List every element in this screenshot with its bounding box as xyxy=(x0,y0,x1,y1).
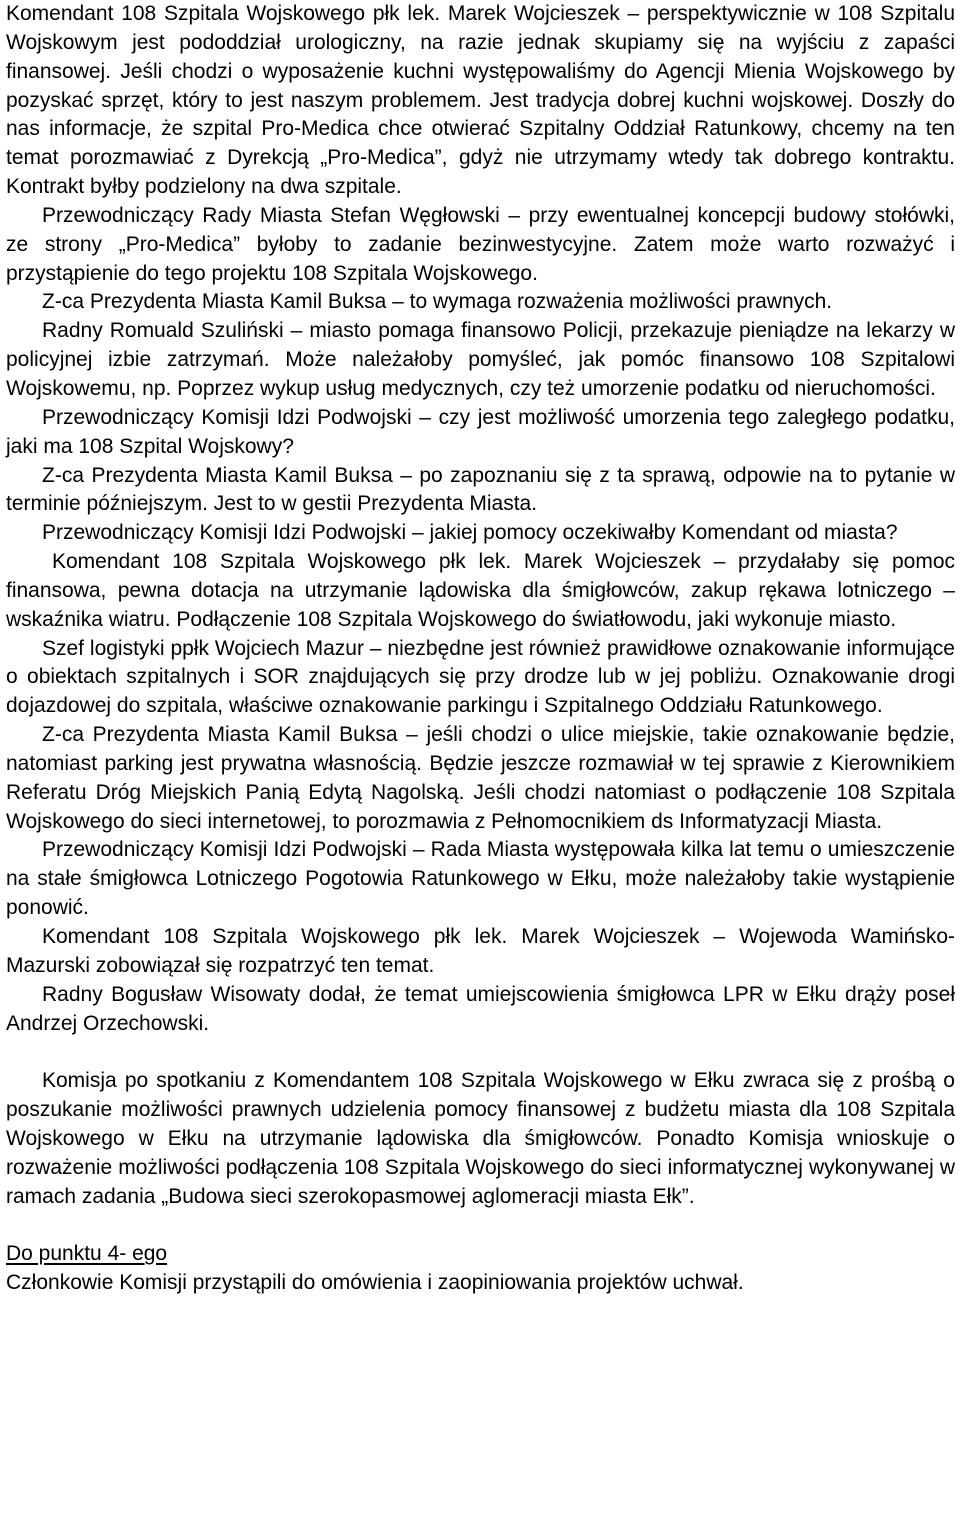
paragraph-councillor-wisowaty: Radny Bogusław Wisowaty dodał, że temat umiejscowienia śmigłowca LPR w Ełku drąży poseł Andrzej Orzechowski. xyxy=(6,982,955,1035)
paragraph-commander-needs: Komendant 108 Szpitala Wojskowego płk lek. Marek Wojcieszek – przydałaby się pomoc finansowa, pewna dotacja na utrzymanie lądowiska dla śmigłowców, zakup rękawa lotniczego – wskaźnika wiatru. Podłączenie 108 Szpitala Wojskowego do światłowodu, jaki wykonuje miasto. xyxy=(6,550,955,631)
section-heading: Do punktu 4- ego xyxy=(6,1242,168,1266)
paragraph-chair-helicopter: Przewodniczący Komisji Idzi Podwojski – Rada Miasta występowała kilka lat temu o umieszczenie na stałe śmigłowca Lotniczego Pogotowia Ratunkowego w Ełku, może należałoby takie wystąpienie ponowić. xyxy=(6,838,955,920)
paragraph-spacer xyxy=(6,1211,955,1240)
paragraph-deputy-mayor-legal: Z-ca Prezydenta Miasta Kamil Buksa – to wymaga rozważenia możliwości prawnych. xyxy=(42,290,833,314)
paragraph-spacer xyxy=(6,1038,955,1067)
paragraph-councillor-szulinski: Radny Romuald Szuliński – miasto pomaga finansowo Policji, przekazuje pieniądze na lekarzy w policyjnej izbie zatrzymań. Może należałoby pomyśleć, jak pomóc finansowo 108 Szpitalowi Wojskowemu, np. Poprzez wykup usług medycznych, czy też umorzenie podatku od nieruchomości. xyxy=(6,319,955,400)
paragraph-chair-help-question: Przewodniczący Komisji Idzi Podwojski – jakiej pomocy oczekiwałby Komendant od miasta? xyxy=(42,521,898,545)
document-page xyxy=(6,0,955,1298)
paragraph-commander-statement: Komendant 108 Szpitala Wojskowego płk lek. Marek Wojcieszek – perspektywicznie w 108 Szpitalu Wojskowym jest pododdział urologiczny, na razie jednak skupiamy się na wyjściu z zapaści finansowej. Jeśli chodzi o wyposażenie kuchni występowaliśmy do Agencji Mienia Wojskowego by pozyskać sprzęt, który to jest naszym problemem. Jest tradycja dobrej kuchni wojskowej. Doszły do nas informacje, że szpital Pro-Medica chce otwierać Szpitalny Oddział Ratunkowy, chcemy na ten temat porozmawiać z Dyrekcją „Pro-Medica”, gdyż nie utrzymamy wtedy tak dobrego kontraktu. Kontrakt byłby podzielony na dwa szpitale. xyxy=(6,2,955,199)
paragraph-logistics-chief: Szef logistyki ppłk Wojciech Mazur – niezbędne jest również prawidłowe oznakowanie informujące o obiektach szpitalnych i SOR znajdujących się przy drodze lub w jej pobliżu. Oznakowanie drogi dojazdowej do szpitala, właściwe oznakowanie parkingu i Szpitalnego Oddziału Ratunkowego. xyxy=(6,636,955,718)
paragraph-council-chair-canteen: Przewodniczący Rady Miasta Stefan Węgłowski – przy ewentualnej koncepcji budowy stołówki, ze strony „Pro-Medica” byłoby to zadanie bezinwestycyjne. Zatem może warto rozważyć i przystąpienie do tego projektu 108 Szpitala Wojskowego. xyxy=(6,203,955,285)
paragraph-deputy-mayor-signage: Z-ca Prezydenta Miasta Kamil Buksa – jeśli chodzi o ulice miejskie, takie oznakowanie będzie, natomiast parking jest prywatna własnością. Będzie jeszcze rozmawiał w tej sprawie z Kierownikiem Referatu Dróg Miejskich Panią Edytą Nagolską. Jeśli chodzi natomiast o podłączenie 108 Szpitala Wojskowego do sieci internetowej, to porozmawia z Pełnomocnikiem ds Informatyzacji Miasta. xyxy=(6,723,955,833)
closing-line: Członkowie Komisji przystąpili do omówienia i zaopiniowania projektów uchwał. xyxy=(6,1271,744,1295)
paragraph-commission-conclusion: Komisja po spotkaniu z Komendantem 108 Szpitala Wojskowego w Ełku zwraca się z prośbą o poszukanie możliwości prawnych udzielenia pomocy finansowej z budżetu miasta dla 108 Szpitala Wojskowego w Ełku na utrzymanie lądowiska dla śmigłowców. Ponadto Komisja wnioskuje o rozważenie możliwości podłączenia 108 Szpitala Wojskowego do sieci informatycznej wykonywanej w ramach zadania „Budowa sieci szerokopasmowej aglomeracji miasta Ełk”. xyxy=(6,1069,955,1208)
paragraph-chair-tax-question: Przewodniczący Komisji Idzi Podwojski – czy jest możliwość umorzenia tego zaległego podatku, jaki ma 108 Szpital Wojskowy? xyxy=(6,405,955,458)
paragraph-deputy-mayor-reply: Z-ca Prezydenta Miasta Kamil Buksa – po zapoznaniu się z ta sprawą, odpowie na to pytanie w terminie późniejszym. Jest to w gestii Prezydenta Miasta. xyxy=(6,463,955,516)
paragraph-commander-voivode: Komendant 108 Szpitala Wojskowego płk lek. Marek Wojcieszek – Wojewoda Wamińsko-Mazurski zobowiązał się rozpatrzyć ten temat. xyxy=(6,925,955,977)
